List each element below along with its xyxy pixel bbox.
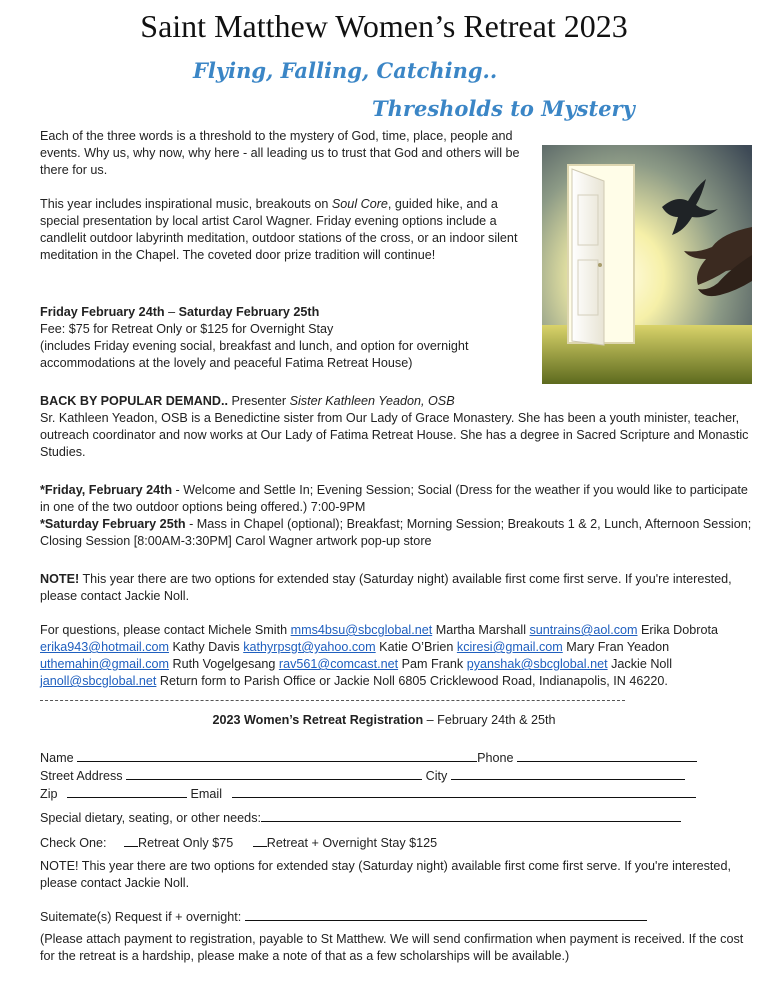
contact-name: Mary Fran Yeadon — [562, 640, 670, 654]
email-label: Email — [190, 787, 222, 801]
check-one-row — [40, 833, 437, 852]
open-door-illustration — [542, 145, 752, 384]
return-instructions: Return form to Parish Office or Jackie Noll 6805 Cricklewood Road, Indianapolis, IN 46220. — [156, 674, 668, 688]
program-paragraph — [40, 196, 535, 264]
dates-section — [40, 304, 755, 321]
email-link-pam-frank[interactable]: pyanshak@sbcglobal.net — [466, 657, 608, 671]
email-link-erika-dobrota[interactable]: erika943@hotmail.com — [40, 640, 169, 654]
program-text-1: This year includes inspirational music, breakouts on — [40, 197, 332, 211]
popular-demand-label: BACK BY POPULAR DEMAND.. — [40, 394, 228, 408]
email-link-martha-marshall[interactable]: suntrains@aol.com — [529, 623, 638, 637]
note-text: This year there are two options for extended stay (Saturday night) available first come first serve. If you're interested, please contact Jackie Noll. — [40, 572, 732, 603]
email-link-jackie-noll[interactable]: janoll@sbcglobal.net — [40, 674, 157, 688]
overnight-stay-option: Retreat + Overnight Stay $125 — [266, 836, 438, 850]
phone-label: Phone — [477, 751, 514, 765]
contact-name: Jackie Noll — [607, 657, 673, 671]
dates-end: Saturday February 25th — [178, 305, 320, 319]
email-link-kathy-davis[interactable]: kathyrpsgt@yahoo.com — [243, 640, 376, 654]
check-one-label: Check One: — [40, 836, 107, 850]
tagline-primary: Flying, Falling, Catching.. — [193, 58, 498, 83]
contact-name: Martha Marshall — [432, 623, 530, 637]
schedule-saturday — [40, 516, 758, 550]
presenter-name: Sister Kathleen Yeadon, OSB — [289, 394, 455, 408]
cut-line-divider — [40, 700, 625, 701]
zip-label: Zip — [40, 787, 58, 801]
note-label: NOTE! — [40, 572, 80, 586]
form-title-dates: – February 24th & 25th — [423, 713, 556, 727]
street-address-field[interactable] — [126, 766, 422, 780]
fee-line: Fee: $75 for Retreat Only or $125 for Overnight Stay — [40, 322, 334, 336]
schedule-friday — [40, 482, 758, 516]
open-door-photo — [542, 145, 752, 384]
friday-text: - Welcome and Settle In; Evening Session; Social (Dress for the weather if you would like to participate in one of the two outdoor options being offered.) 7:00-9PM — [40, 483, 748, 514]
page-title: Saint Matthew Women’s Retreat 2023 — [140, 8, 628, 44]
suitemate-row — [40, 907, 647, 926]
dates-separator: – — [164, 305, 179, 319]
presenter-label: Presenter — [227, 394, 290, 408]
phone-field[interactable] — [517, 748, 697, 762]
email-field[interactable] — [232, 784, 696, 798]
presenter-heading — [40, 393, 755, 410]
payment-note: (Please attach payment to registration, payable to St Matthew. We will send confirmation when payment is received. If the cost for the retreat is a hardship, please make a note of that as a few scholarships will be available.) — [40, 932, 744, 963]
suitemate-field[interactable] — [245, 907, 647, 921]
tagline-secondary: Thresholds to Mystery — [372, 96, 635, 121]
name-phone-row — [40, 748, 697, 767]
city-field[interactable] — [451, 766, 685, 780]
overnight-stay-checkbox[interactable] — [253, 833, 267, 847]
form-title: 2023 Women’s Retreat Registration — [212, 713, 424, 727]
dates-start: Friday February 24th — [40, 305, 165, 319]
contact-name: Pam Frank — [398, 657, 467, 671]
email-link-katie-obrien[interactable]: kciresi@gmail.com — [456, 640, 563, 654]
name-label: Name — [40, 751, 74, 765]
program-text-2: , guided hike, and a special presentation by local artist Carol Wagner. Friday evening options include a candlelit outdoor labyrinth meditation, outdoor stations of the cross, or an indoor silent meditation in the Chapel. The coveted door prize tradition will continue! — [40, 197, 518, 262]
contact-name: Katie O’Brien — [375, 640, 457, 654]
street-label: Street Address — [40, 769, 123, 783]
special-needs-row — [40, 808, 681, 827]
registration-form-title — [0, 713, 768, 727]
name-field[interactable] — [77, 748, 477, 762]
retreat-only-option: Retreat Only $75 — [138, 836, 234, 850]
saturday-text: - Mass in Chapel (optional); Breakfast; Morning Session; Breakouts 1 & 2, Lunch, Afternoon Session; Closing Session [8:00AM-3:30PM] Carol Wagner artwork pop-up store — [40, 517, 752, 548]
email-link-michele-smith[interactable]: mms4bsu@sbcglobal.net — [290, 623, 433, 637]
email-link-mary-fran-yeadon[interactable]: uthemahin@gmail.com — [40, 657, 169, 671]
extended-stay-note — [40, 571, 745, 605]
zip-field[interactable] — [67, 784, 187, 798]
address-row — [40, 766, 685, 785]
contacts-intro: For questions, please contact Michele Smith — [40, 623, 291, 637]
zip-email-row — [40, 784, 696, 803]
contact-name: Kathy Davis — [168, 640, 244, 654]
special-needs-field[interactable] — [261, 808, 681, 822]
special-needs-label: Special dietary, seating, or other needs: — [40, 811, 261, 825]
friday-label: *Friday, February 24th — [40, 483, 173, 497]
includes-line: (includes Friday evening social, breakfast and lunch, and option for overnight accommodations at the lovely and peaceful Fatima Retreat House) — [40, 339, 469, 370]
soul-core-emphasis: Soul Core — [331, 197, 388, 211]
contact-name: Ruth Vogelgesang — [168, 657, 279, 671]
intro-paragraph: Each of the three words is a threshold to the mystery of God, time, place, people and events. Why us, why now, why here - all leading us to trust that God and others will be there for us. — [40, 129, 520, 177]
contacts-paragraph — [40, 622, 760, 690]
email-link-ruth-vogelgesang[interactable]: rav561@comcast.net — [278, 657, 399, 671]
presenter-bio: Sr. Kathleen Yeadon, OSB is a Benedictine sister from Our Lady of Grace Monastery. She has been a youth minister, teacher, outreach coordinator and now works at Our Lady of Fatima Retreat House. She has a degree in Sacred Scripture and Monastic Studies. — [40, 411, 749, 459]
city-label: City — [425, 769, 448, 783]
retreat-only-checkbox[interactable] — [124, 833, 138, 847]
saturday-label: *Saturday February 25th — [40, 517, 186, 531]
form-note: NOTE! This year there are two options for extended stay (Saturday night) available first come first serve. If you're interested, please contact Jackie Noll. — [40, 859, 731, 890]
suitemate-label: Suitemate(s) Request if + overnight: — [40, 910, 242, 924]
contact-name: Erika Dobrota — [637, 623, 718, 637]
